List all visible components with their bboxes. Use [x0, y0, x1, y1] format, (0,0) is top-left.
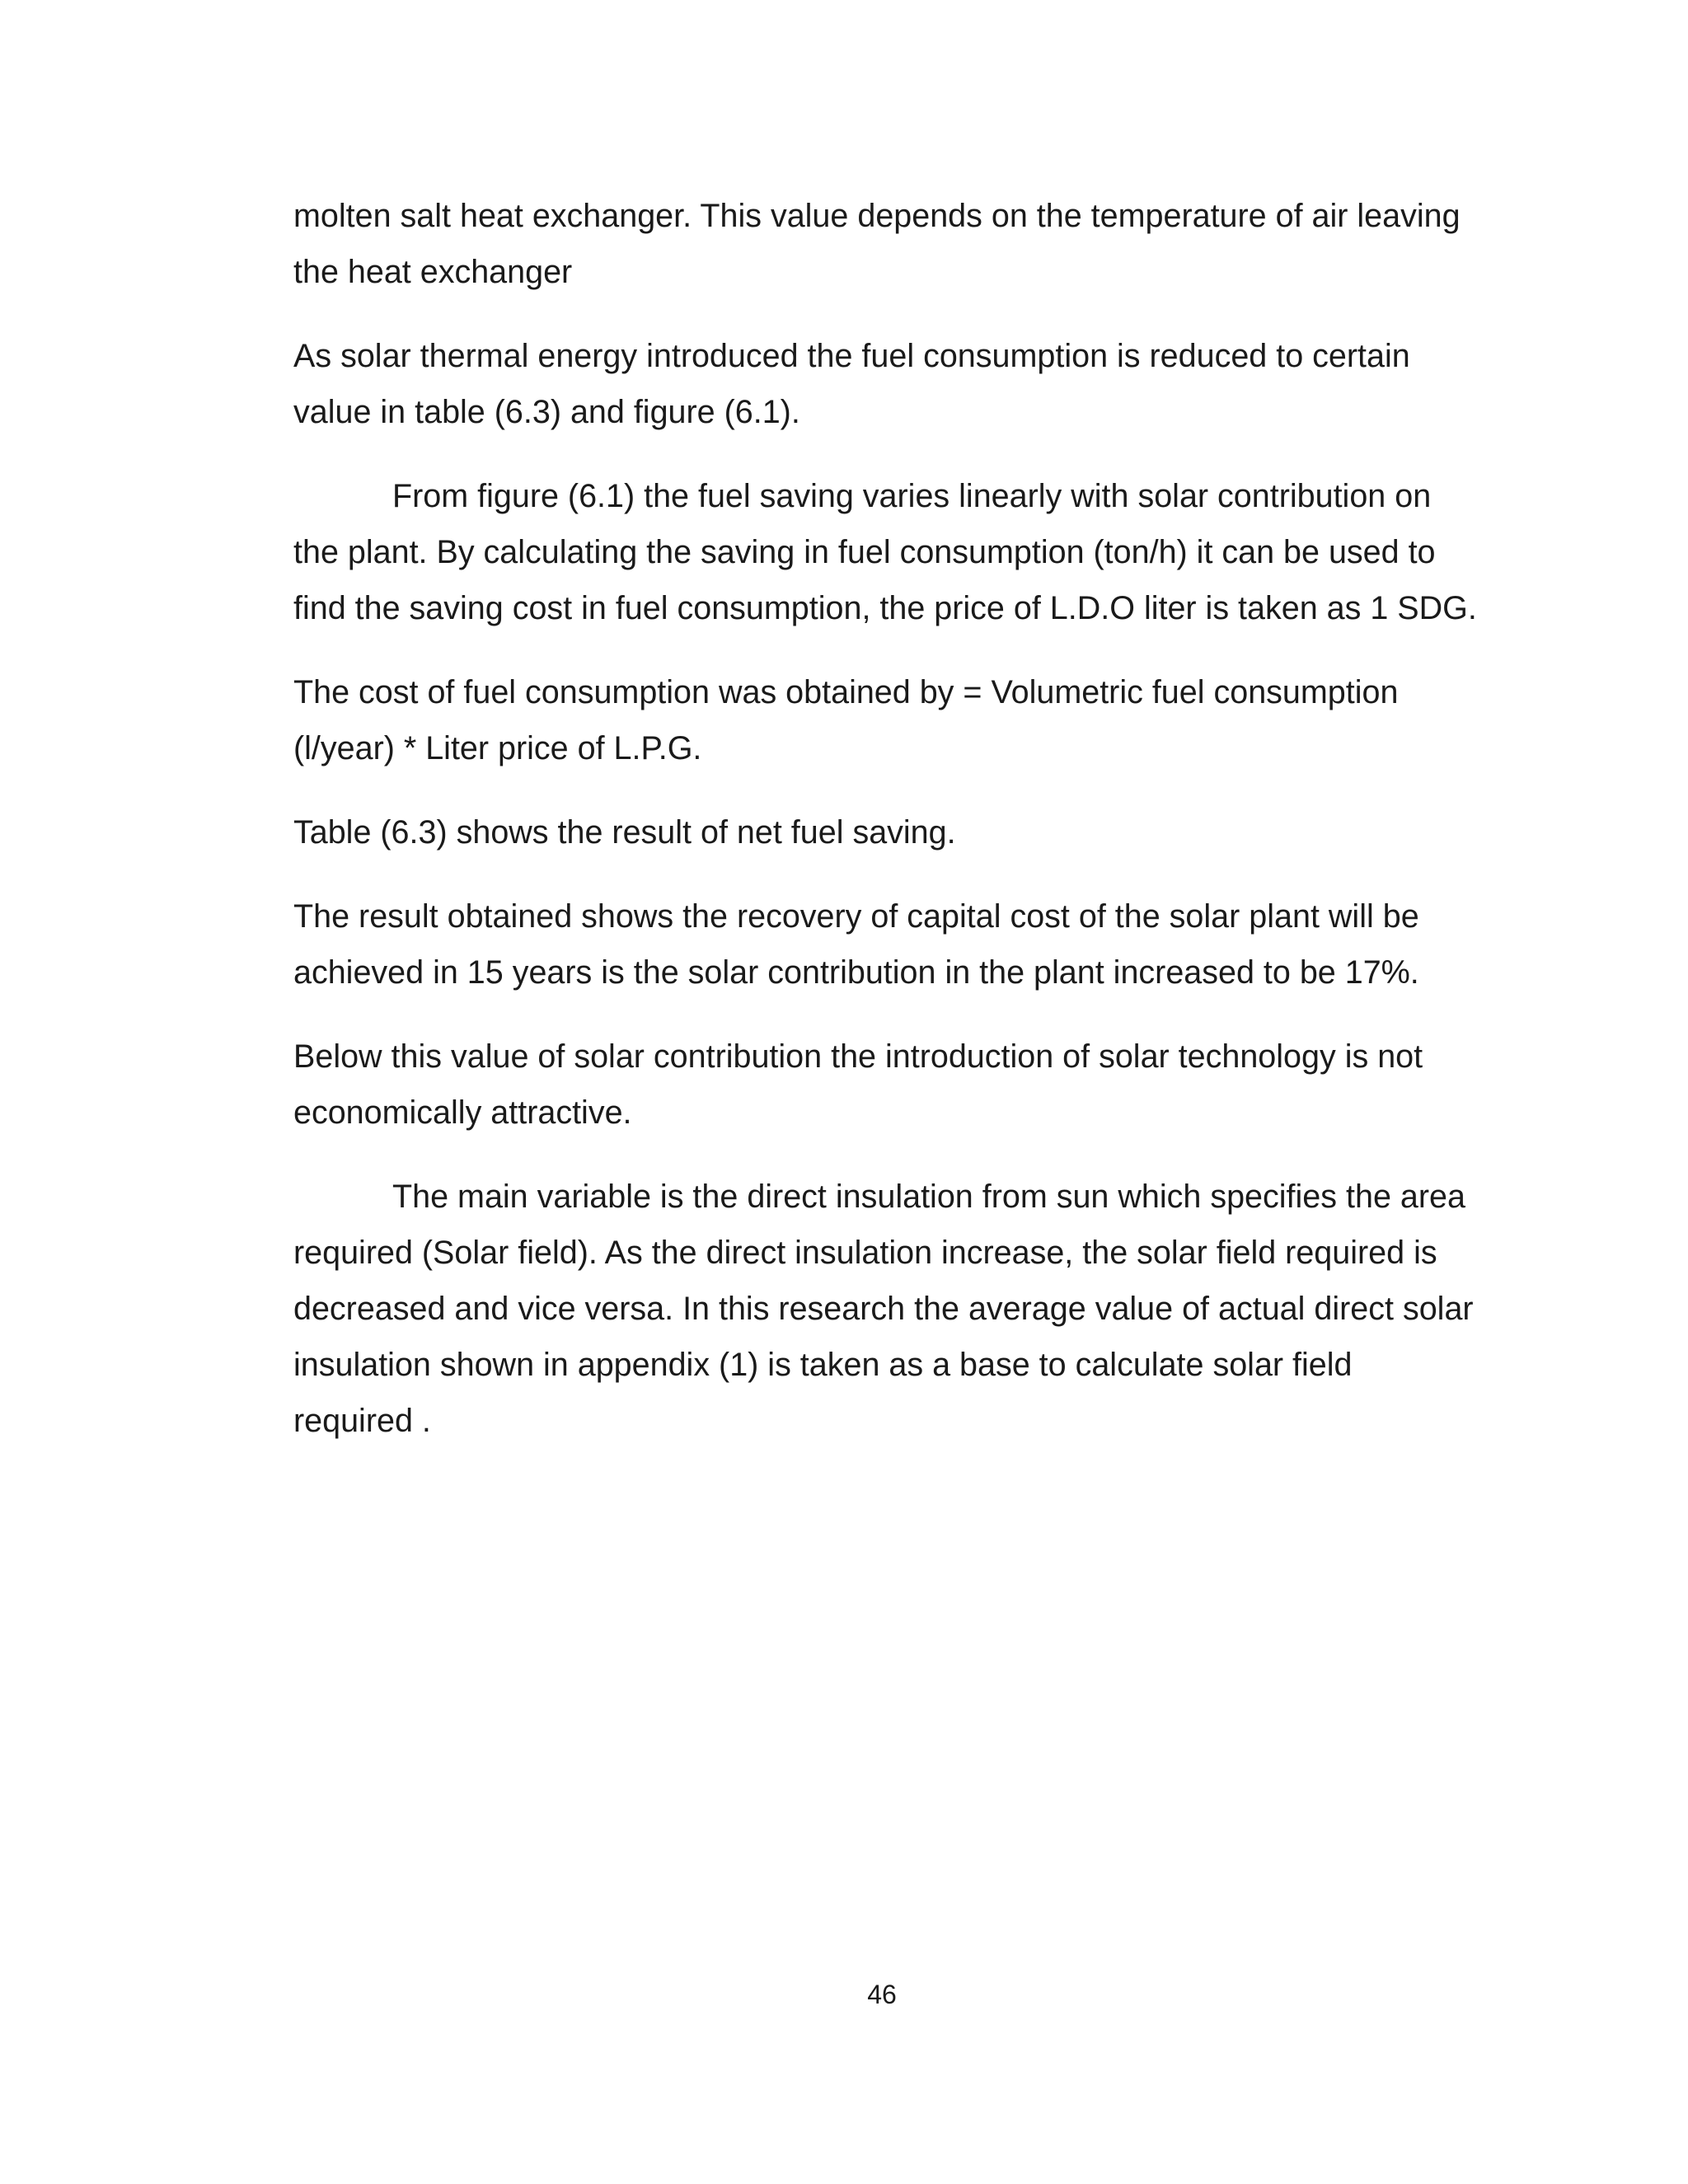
paragraph-5: Table (6.3) shows the result of net fuel saving.: [293, 814, 956, 851]
paragraph-6: The result obtained shows the recovery of capital cost of the solar plant will be achieved in 15 years is the solar contribution in the plant increased to be 17%.: [293, 898, 1419, 991]
paragraph-7: Below this value of solar contribution the introduction of solar technology is not economically attractive.: [293, 1038, 1423, 1131]
body-text: [293, 188, 1480, 1477]
paragraph-8: The main variable is the direct insulation from sun which specifies the area required (Solar field). As the direct insulation increase, the solar field required is decreased and vice versa. In this research the average value of actual direct solar insulation shown in appendix (1) is taken as a base to calculate solar field required .: [293, 1179, 1474, 1439]
paragraph-3: From figure (6.1) the fuel saving varies linearly with solar contribution on the plant. By calculating the saving in fuel consumption (ton/h) it can be used to find the saving cost in fuel consumption, the price of L.D.O liter is taken as 1 SDG.: [293, 478, 1477, 626]
paragraph-2: As solar thermal energy introduced the fuel consumption is reduced to certain value in table (6.3) and figure (6.1).: [293, 338, 1410, 430]
paragraph-4: The cost of fuel consumption was obtained by = Volumetric fuel consumption (l/year) * Liter price of L.P.G.: [293, 674, 1399, 766]
page-number: 46: [867, 1980, 897, 2009]
paragraph-1: molten salt heat exchanger. This value depends on the temperature of air leaving the heat exchanger: [293, 198, 1461, 290]
